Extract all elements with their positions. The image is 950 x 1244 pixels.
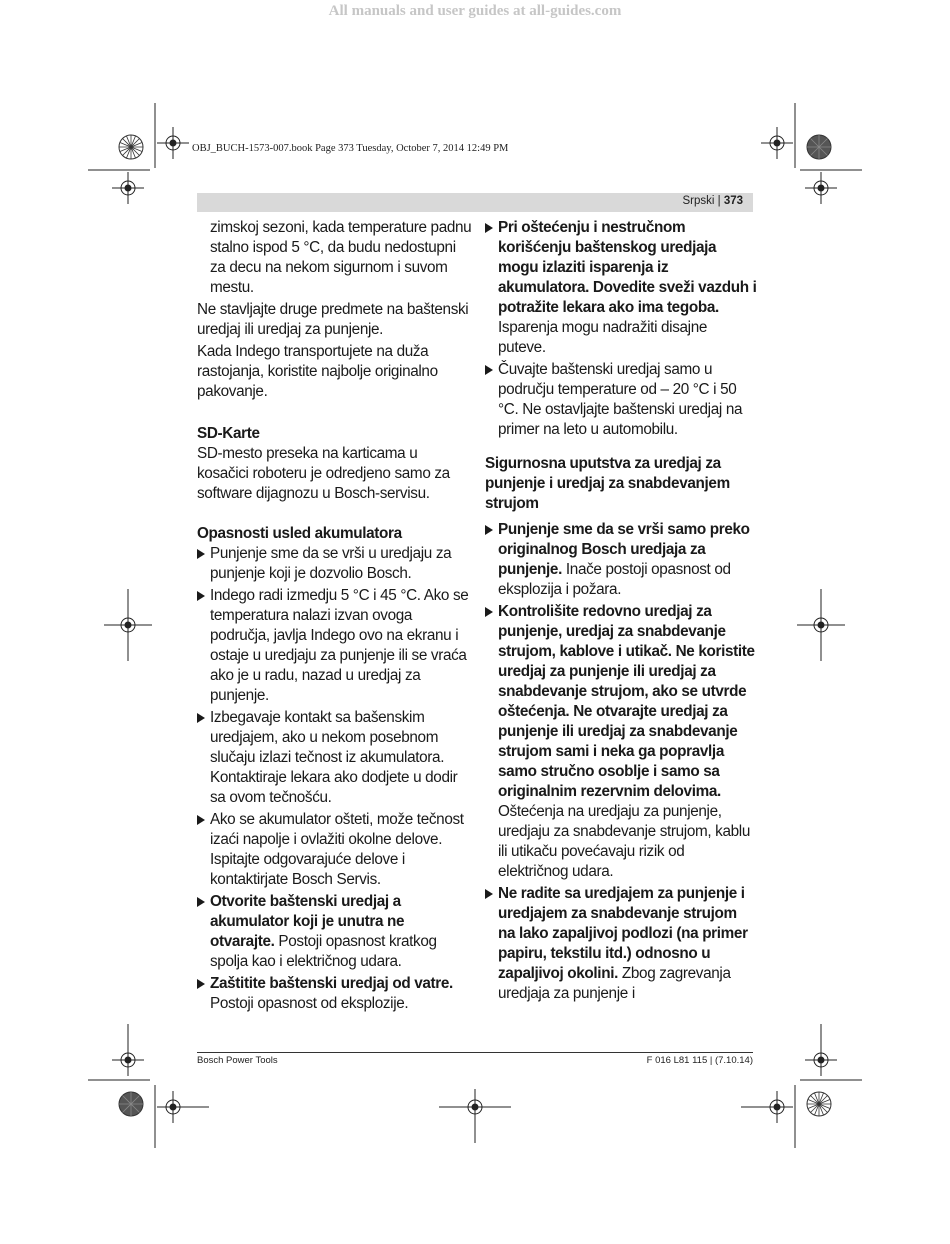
list-item (197, 810, 472, 890)
bullet-text: Punjenje sme da se vrši u uredjaju za punjenje koji je dozvolio Bosch. (210, 545, 452, 582)
list-item (485, 218, 757, 358)
book-info: OBJ_BUCH-1573-007.book Page 373 Tuesday, October 7, 2014 12:49 PM (192, 143, 509, 154)
bullet-arrow-icon (485, 525, 493, 535)
footer-right: F 016 L81 115 | (7.10.14) (646, 1055, 753, 1066)
bullet-arrow-icon (197, 815, 205, 825)
paragraph: Ne stavljajte druge predmete na baštenski uredjaj ili uredjaj za punjenje. (197, 301, 469, 338)
bullet-text: Zbog zagrevanja uredjaja za punjenje i (498, 965, 731, 1002)
bullet-text: Isparenja mogu nadražiti disajne puteve. (498, 319, 708, 356)
bullet-bold: Pri oštećenju i nestručnom korišćenju baštenskog uredjaja mogu izlaziti isparenja iz akumulatora. Dovedite sveži vazduh i potražite lekara ako ima tegoba. (498, 219, 757, 316)
list-item (197, 708, 472, 808)
section-heading-charger: Sigurnosna uputstva za uredjaj za punjenje i uredjaj za snabdevanjem strujom (485, 455, 730, 512)
paragraph: Kada Indego transportujete na duža rastojanja, koristite najbolje originalno pakovanje. (197, 343, 438, 400)
list-item (197, 586, 472, 706)
list-item (197, 892, 472, 972)
header-separator: | (714, 195, 724, 207)
list-item (197, 974, 472, 1014)
header-text (682, 195, 743, 207)
bullet-text: Postoji opasnost od eksplozije. (210, 995, 409, 1012)
right-column (485, 218, 757, 1006)
bullet-bold: Ne radite sa uredjajem za punjenje i uredjajem za snabdevanje strujom na lako zapaljivoj podlozi (na primer papiru, tekstilu itd.) odnosno u zapaljivoj okolini. (498, 885, 748, 982)
bullet-text: Indego radi izmedju 5 °C i 45 °C. Ako se temperatura nalazi izvan ovoga područja, javlja Indego ovo na ekranu i ostaje u uredjaju za punjenje ili se vraća ako je u radu, nazad u uredjaj za punjenje. (210, 587, 469, 704)
bullet-text: Postoji opasnost kratkog spolja kao i električnog udara. (210, 933, 437, 970)
bullet-arrow-icon (197, 591, 205, 601)
list-item (485, 520, 757, 600)
list-item (485, 602, 757, 882)
bullet-text: Ako se akumulator ošteti, može tečnost izaći napolje i ovlažiti okolne delove. Ispitajte odgovarajuće delove i kontaktirjate Bosch Servis. (210, 811, 464, 888)
footer-divider (197, 1052, 753, 1053)
bullet-arrow-icon (485, 889, 493, 899)
bullet-arrow-icon (485, 607, 493, 617)
watermark: All manuals and user guides at all-guides.com (328, 3, 622, 19)
bullet-text: Oštećenja na uredjaju za punjenje, uredjaju za snabdevanje strujom, kablu ili utikaču povećavaju rizik od električnog udara. (498, 803, 751, 880)
list-item (485, 360, 757, 440)
bullet-text: Čuvajte baštenski uredjaj samo u području temperature od – 20 °C i 50 °C. Ne ostavljajte baštenski uredjaj na primer na leto u automobilu. (498, 361, 743, 438)
bullet-arrow-icon (485, 365, 493, 375)
bullet-arrow-icon (197, 897, 205, 907)
bullet-bold: Punjenje sme da se vrši samo preko originalnog Bosch uredjaja za punjenje. (498, 521, 750, 578)
intro-continuation: zimskoj sezoni, kada temperature padnu stalno ispod 5 °C, da budu nedostupni za decu na nekom sigurnom i suvom mestu. (210, 219, 472, 296)
footer-left: Bosch Power Tools (197, 1055, 278, 1066)
bullet-arrow-icon (485, 223, 493, 233)
section-heading-battery: Opasnosti usled akumulatora (197, 525, 402, 542)
page-header (197, 193, 753, 212)
bullet-arrow-icon (197, 713, 205, 723)
left-column (197, 218, 472, 1016)
list-item (197, 544, 472, 584)
bullet-text: Izbegavaje kontakt sa bašenskim uredjajem, ako u nekom posebnom slučaju izlazi tečnost iz akumulatora. Kontaktiraje lekara ako dodjete u dodir sa ovom tečnošću. (210, 709, 458, 806)
paragraph: SD-mesto preseka na karticama u kosačici roboteru je odredjeno samo za software dijagnozu u Bosch-servisu. (197, 445, 450, 502)
bullet-bold: Kontrolišite redovno uredjaj za punjenje, uredjaj za snabdevanje strujom, kablove i utikač. Ne koristite uredjaj za punjenje ili uredjaj za snabdevanje strujom, ako se utvrde oštećenja. Ne otvarajte uredjaj za punjenje ili uredjaj za snabdevanje strujom sami i neka ga popravlja samo stručno osoblje i samo sa originalnim rezervnim delovima. (498, 603, 755, 800)
bullet-arrow-icon (197, 549, 205, 559)
bullet-bold: Zaštitite baštenski uredjaj od vatre. (210, 975, 453, 992)
bullet-bold: Otvorite baštenski uredjaj a akumulator koji je unutra ne otvarajte. (210, 893, 405, 950)
bullet-arrow-icon (197, 979, 205, 989)
section-heading-sd-karte: SD-Karte (197, 425, 260, 442)
header-language: Srpski (682, 195, 715, 207)
list-item (485, 884, 757, 1004)
page-number: 373 (723, 195, 743, 207)
bullet-text: Inače postoji opasnost od eksplozija i požara. (498, 561, 731, 598)
